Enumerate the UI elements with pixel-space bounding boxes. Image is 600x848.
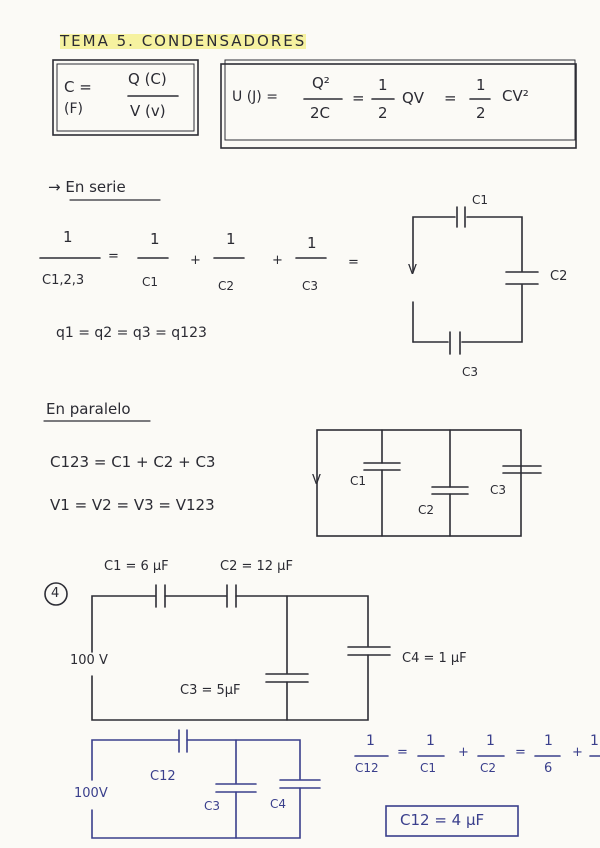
exercise4-c3: C3 = 5μF <box>180 683 241 698</box>
series-circuit-diagram <box>413 207 538 354</box>
capacitance-formula-box <box>53 60 198 135</box>
frac4-num: 1 <box>544 733 553 749</box>
parallel-label-v: V <box>312 473 321 488</box>
series-lhs-num: 1 <box>63 228 73 246</box>
series-eq-1: = <box>108 249 119 264</box>
energy-num2: 1 <box>378 76 388 94</box>
series-plus-2: + <box>272 253 283 268</box>
frac3-num: 1 <box>486 733 495 749</box>
series-term2-num: 1 <box>226 230 236 248</box>
series-label-c1: C1 <box>472 193 489 207</box>
series-term3-den: C3 <box>302 279 319 293</box>
parallel-voltage: V1 = V2 = V3 = V123 <box>50 496 215 514</box>
simplified-c12-label: C12 <box>150 769 176 784</box>
series-label-v: V <box>408 263 417 278</box>
energy-den2: 2 <box>378 104 388 122</box>
energy-cv: CV² <box>502 87 529 105</box>
frac4-den: 6 <box>544 761 553 776</box>
series-term3-num: 1 <box>307 234 317 252</box>
exercise4-c1: C1 = 6 μF <box>104 559 169 574</box>
energy-lhs: U (J) = <box>232 89 278 105</box>
exercise4-c4: C4 = 1 μF <box>402 651 467 666</box>
capacitance-lhs: C = <box>64 78 92 96</box>
page-title: TEMA 5. CONDENSADORES <box>60 32 307 50</box>
series-term1-num: 1 <box>150 230 160 248</box>
parallel-label-c1: C1 <box>350 474 367 488</box>
capacitance-unit: (F) <box>64 101 83 117</box>
simplified-c3-label: C3 <box>204 799 221 813</box>
plus-sign-1: + <box>458 745 469 760</box>
series-label-c2: C2 <box>550 269 568 284</box>
series-label-c3: C3 <box>462 365 479 379</box>
energy-qv: QV <box>402 89 425 107</box>
capacitance-numerator: Q (C) <box>128 70 167 88</box>
parallel-label-c3: C3 <box>490 483 507 497</box>
exercise4-voltage: 100 V <box>70 653 108 668</box>
parallel-heading: En paralelo <box>46 400 131 418</box>
exercise4-circuit-diagram <box>92 585 390 720</box>
energy-num3: 1 <box>476 76 486 94</box>
series-term2-den: C2 <box>218 279 235 293</box>
eq-sign-2: = <box>515 745 526 760</box>
frac2-den: C1 <box>420 761 437 775</box>
simplified-voltage: 100V <box>74 786 108 801</box>
energy-eq2: = <box>444 89 457 107</box>
parallel-label-c2: C2 <box>418 503 435 517</box>
eq-sign-1: = <box>397 745 408 760</box>
series-charges: q1 = q2 = q3 = q123 <box>56 325 207 341</box>
energy-num1: Q² <box>312 74 330 92</box>
capacitance-denominator: V (v) <box>130 102 166 120</box>
energy-eq1: = <box>352 89 365 107</box>
frac2-num: 1 <box>426 733 435 749</box>
exercise4-simplified-circuit <box>92 730 320 838</box>
exercise-number: 4 <box>51 586 60 601</box>
series-term1-den: C1 <box>142 275 159 289</box>
plus-sign-2: + <box>572 745 583 760</box>
series-lhs-den: C1,2,3 <box>42 273 85 288</box>
simplified-c4-label: C4 <box>270 797 287 811</box>
result-text: C12 = 4 μF <box>400 811 485 829</box>
series-eq-2: = <box>348 255 359 270</box>
energy-den3: 2 <box>476 104 486 122</box>
exercise4-c2: C2 = 12 μF <box>220 559 293 574</box>
frac1-den: C12 <box>355 761 379 775</box>
series-heading: → En serie <box>48 178 126 196</box>
frac3-den: C2 <box>480 761 497 775</box>
frac1-num: 1 <box>366 733 375 749</box>
energy-den1: 2C <box>310 104 331 122</box>
parallel-capacitance: C123 = C1 + C2 + C3 <box>50 453 216 471</box>
series-plus-1: + <box>190 253 201 268</box>
energy-formula-box <box>221 64 576 148</box>
frac5-num: 1 <box>590 733 599 749</box>
